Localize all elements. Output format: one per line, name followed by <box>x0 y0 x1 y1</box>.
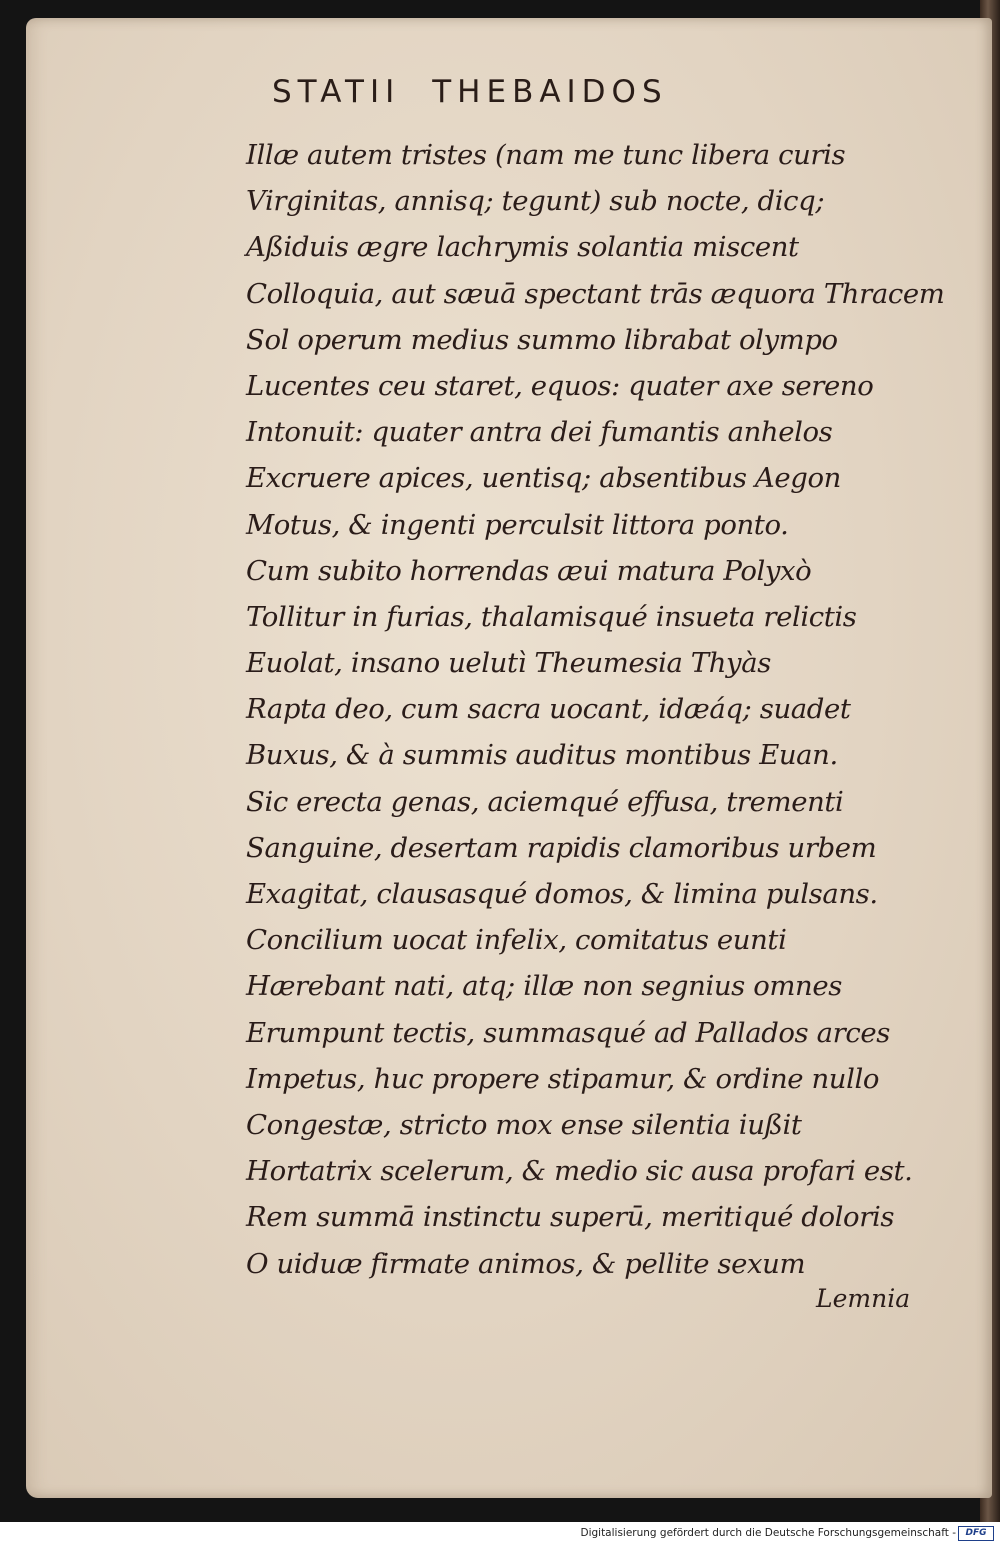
funding-credit: Digitalisierung gefördert durch die Deutsche Forschungsgemeinschaft - <box>580 1527 956 1539</box>
verse-line: Hortatrix scelerum, & medio sic ausa profari est. <box>246 1155 913 1188</box>
verse-line: Colloquia, aut sæuā spectant trās æquora Thracem <box>246 277 945 310</box>
header-word-2: THEBAIDOS <box>432 74 668 110</box>
verse-line: Exagitat, clausasqué domos, & limina pulsans. <box>246 878 878 910</box>
verse-line: Hærebant nati, atq; illæ non segnius omnes <box>246 970 842 1003</box>
verse-line: Erumpunt tectis, summasqué ad Pallados arces <box>246 1016 890 1049</box>
verse-line: Sol operum medius summo librabat olympo <box>246 323 838 356</box>
running-header <box>272 74 668 110</box>
verse-line: Concilium uocat infelix, comitatus eunti <box>246 924 787 957</box>
verse-line: Impetus, huc propere stipamur, & ordine nullo <box>246 1062 880 1095</box>
header-word-1: STATII <box>272 74 401 110</box>
verse-line: Aßiduis ægre lachrymis solantia miscent <box>246 231 799 264</box>
verse-line: Buxus, & à summis auditus montibus Euan. <box>246 739 838 772</box>
verse-line: Sanguine, desertam rapidis clamoribus urbem <box>246 831 877 864</box>
verse-line: Rem summā instinctu superū, meritiqué doloris <box>246 1201 895 1234</box>
verse-line: Sic erecta genas, aciemqué effusa, trementi <box>246 785 844 818</box>
verse-line: O uiduæ firmate animos, & pellite sexum <box>246 1247 806 1280</box>
verse-line: Tollitur in furias, thalamisqué insueta relictis <box>246 600 857 633</box>
verse-line: Euolat, insano uelutì Theumesia Thyàs <box>246 647 771 680</box>
verse-line: Virginitas, annisq; tegunt) sub nocte, dicq; <box>246 185 825 218</box>
verse-line: Motus, & ingenti perculsit littora ponto. <box>246 508 789 541</box>
verse-line: Rapta deo, cum sacra uocant, idæáq; suadet <box>246 693 851 726</box>
verse-line: Congestæ, stricto mox ense silentia iußit <box>246 1108 802 1141</box>
verse-line: Excruere apices, uentisq; absentibus Aegon <box>246 462 841 495</box>
verse-line: Intonuit: quater antra dei fumantis anhelos <box>246 416 833 449</box>
dfg-logo: DFG <box>958 1526 994 1541</box>
verse-line: Lucentes ceu staret, equos: quater axe sereno <box>246 369 874 402</box>
catchword: Lemnia <box>816 1284 911 1313</box>
verse-block <box>246 132 946 1287</box>
verse-line: Illæ autem tristes (nam me tunc libera curis <box>246 139 846 171</box>
verse-line: Cum subito horrendas æui matura Polyxò <box>246 554 812 587</box>
